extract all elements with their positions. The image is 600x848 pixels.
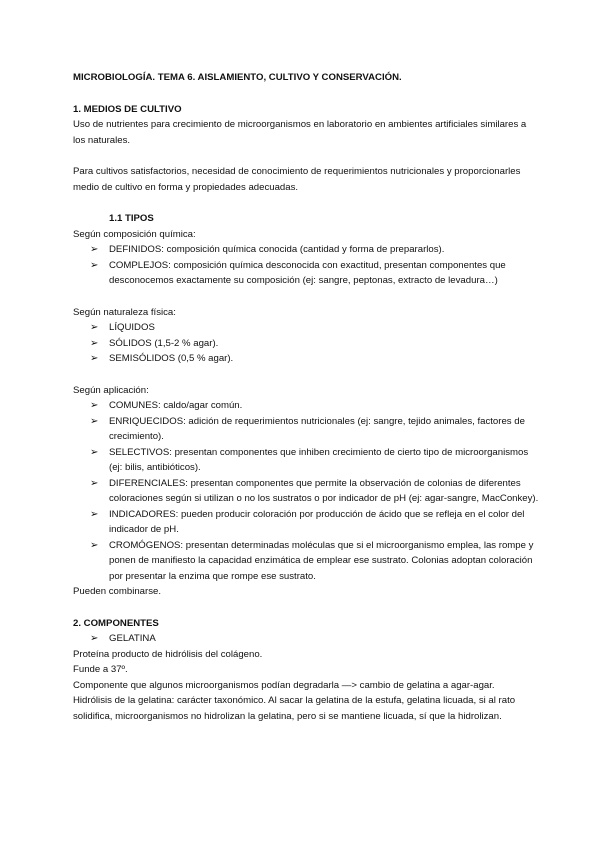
section-heading-medios: 1. MEDIOS DE CULTIVO <box>73 103 182 115</box>
arrow-bullet-icon: ➢ <box>90 415 99 427</box>
arrow-bullet-icon: ➢ <box>90 633 99 644</box>
arrow-bullet-icon: ➢ <box>90 259 99 271</box>
paragraph: Hidrólisis de la gelatina: carácter taxonómico. Al sacar la gelatina de la estufa, gelatina licuada, si al rato solidifica, microorganismos no hidrolizan la gelatina, pero si se mantiene licuada, sí que la hidrolizan. <box>73 695 516 722</box>
arrow-bullet-icon: ➢ <box>90 539 99 551</box>
paragraph: Pueden combinarse. <box>73 586 161 597</box>
subsection-heading-tipos: 1.1 TIPOS <box>109 213 154 224</box>
bullet-list <box>73 398 540 584</box>
paragraph: Para cultivos satisfactorios, necesidad de conocimiento de requerimientos nutricionales y proporcionarles medio de cultivo en forma y propiedades adecuadas. <box>73 166 521 193</box>
arrow-bullet-icon: ➢ <box>90 477 99 489</box>
arrow-bullet-icon: ➢ <box>90 446 99 458</box>
bullet-list <box>73 242 540 289</box>
group-label: Según naturaleza física: <box>73 306 176 318</box>
arrow-bullet-icon: ➢ <box>90 400 99 411</box>
list-item: ➢ COMUNES: caldo/agar común. <box>73 398 540 414</box>
list-item: ➢ CROMÓGENOS: presentan determinadas moléculas que si el microorganismo emplea, las rompe y ponen de manifiesto la capacidad enzimática de emplear ese sustrato. Colonias adoptan coloración por presentar la enzima que rompe ese sustrato. <box>90 539 534 582</box>
arrow-bullet-icon: ➢ <box>90 244 99 255</box>
list-item: ➢ GELATINA <box>73 631 540 647</box>
paragraph: Proteína producto de hidrólisis del colágeno. <box>73 648 263 660</box>
list-item: ➢ LÍQUIDOS <box>73 320 540 336</box>
paragraph: Uso de nutrientes para crecimiento de microorganismos en laboratorio en ambientes artificiales similares a los naturales. <box>73 119 527 146</box>
arrow-bullet-icon: ➢ <box>90 353 99 364</box>
list-item: ➢ ENRIQUECIDOS: adición de requerimientos nutricionales (ej: sangre, tejido animales, factores de crecimiento). <box>90 415 525 442</box>
bullet-list <box>73 320 540 367</box>
list-item: ➢ SELECTIVOS: presentan componentes que inhiben crecimiento de cierto tipo de microorganismos (ej: bilis, antibióticos). <box>90 446 529 473</box>
arrow-bullet-icon: ➢ <box>90 508 99 520</box>
group-label: Según aplicación: <box>73 384 149 396</box>
arrow-bullet-icon: ➢ <box>90 322 99 333</box>
section-heading-componentes: 2. COMPONENTES <box>73 617 159 629</box>
paragraph: Componente que algunos microorganismos podían degradarla —> cambio de gelatina a agar-agar. <box>73 679 495 691</box>
arrow-bullet-icon: ➢ <box>90 337 99 349</box>
list-item: ➢ DIFERENCIALES: presentan componentes que permite la observación de colonias de diferentes coloraciones según si utilizan o no los sustratos o por indicador de pH (ej: agar-sangre, MacConkey). <box>90 477 539 504</box>
list-item: ➢ SEMISÓLIDOS (0,5 % agar). <box>73 351 540 367</box>
group-label: Según composición química: <box>73 228 196 240</box>
list-item: ➢ COMPLEJOS: composición química desconocida con exactitud, presentan componentes que desconocemos exactamente su composición (ej: sangre, peptonas, extracto de levadura…) <box>90 259 506 286</box>
document-title: MICROBIOLOGÍA. TEMA 6. AISLAMIENTO, CULTIVO Y CONSERVACIÓN. <box>73 72 402 83</box>
list-item: ➢ INDICADORES: pueden producir coloración por producción de ácido que se refleja en el color del indicador de pH. <box>90 508 525 535</box>
bullet-list <box>73 631 540 647</box>
list-item: ➢ DEFINIDOS: composición química conocida (cantidad y forma de prepararlos). <box>73 242 540 258</box>
paragraph: Funde a 37º. <box>73 664 128 675</box>
list-item: ➢ SÓLIDOS (1,5-2 % agar). <box>73 336 540 352</box>
